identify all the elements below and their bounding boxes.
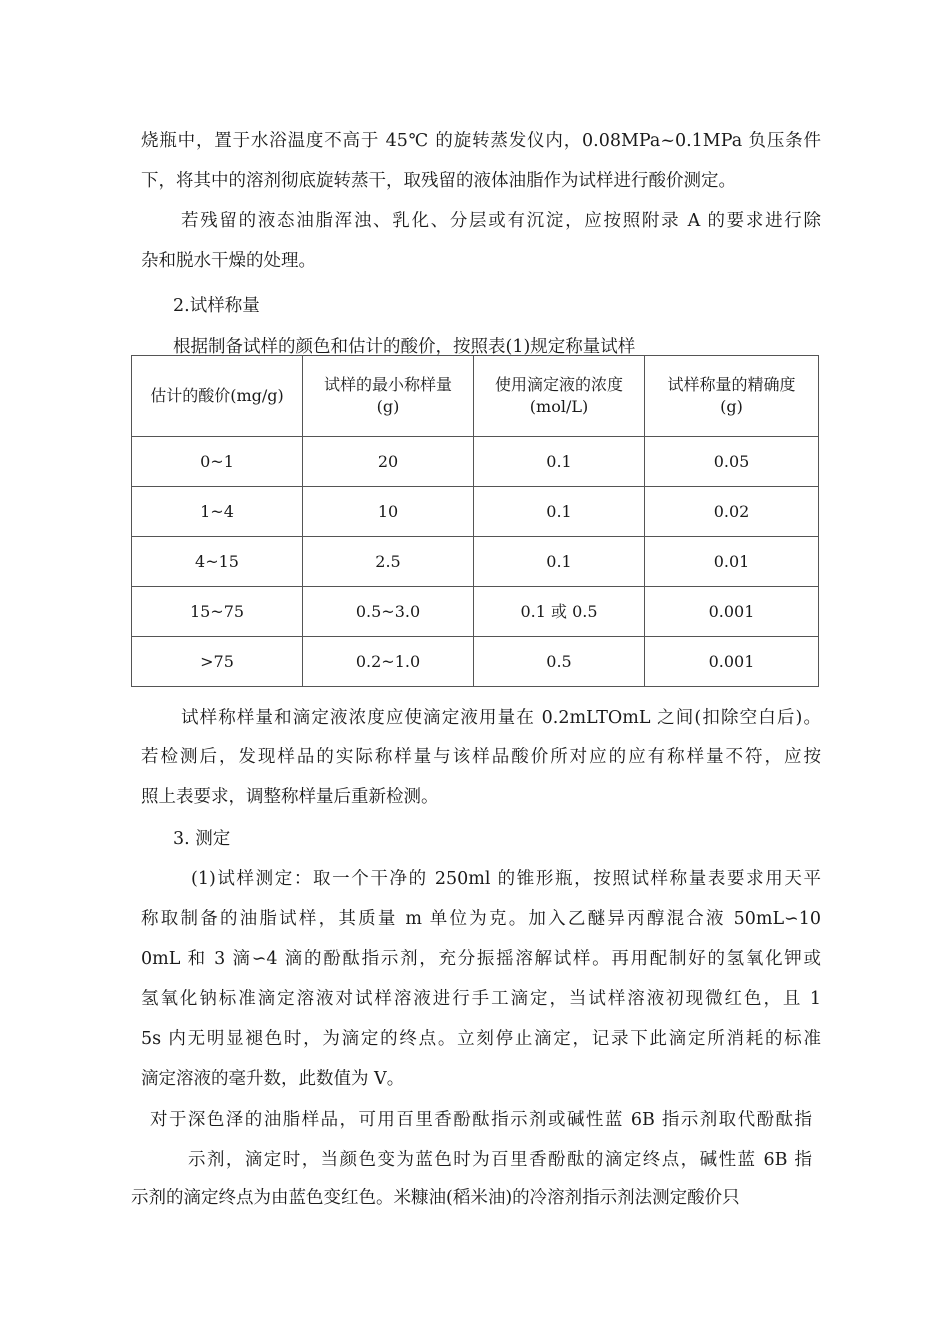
paragraph-line: 0mL 和 3 滴∽4 滴的酚酞指示剂，充分振摇溶解试样。再用配制好的氢氧化钾或: [141, 949, 821, 969]
paragraph-line: 对于深色泽的油脂样品，可用百里香酚酞指示剂或碱性蓝 6B 指示剂取代酚酞指: [150, 1110, 812, 1130]
table-cell: 0.1: [474, 537, 645, 587]
table-cell: 0.001: [645, 637, 819, 687]
table-cell: 20: [303, 437, 474, 487]
table-header-cell: 使用滴定液的浓度 (mol/L): [474, 356, 645, 437]
section-heading: 2.试样称量: [173, 296, 260, 316]
table-cell: 0.001: [645, 587, 819, 637]
table-row: [132, 537, 819, 587]
paragraph-line: 氢氧化钠标准滴定溶液对试样溶液进行手工滴定，当试样溶液初现微红色，且 1: [141, 989, 821, 1009]
table-cell: 0.02: [645, 487, 819, 537]
table-cell: >75: [132, 637, 303, 687]
paragraph-line: 下，将其中的溶剂彻底旋转蒸干，取残留的液体油脂作为试样进行酸价测定。: [141, 171, 736, 191]
paragraph-line: 照上表要求，调整称样量后重新检测。: [141, 787, 439, 807]
table-cell: 0.1 或 0.5: [474, 587, 645, 637]
table-cell: 0.01: [645, 537, 819, 587]
table-header-cell: 估计的酸价(mg/g): [132, 356, 303, 437]
paragraph-line: 若残留的液态油脂浑浊、乳化、分层或有沉淀，应按照附录 A 的要求进行除: [181, 211, 821, 231]
section-heading: 3. 测定: [173, 829, 231, 849]
table-row: [132, 587, 819, 637]
table-cell: 0.5~3.0: [303, 587, 474, 637]
table-header-cell: 试样的最小称样量 (g): [303, 356, 474, 437]
table-caption: 根据制备试样的颜色和估计的酸价，按照表(1)规定称量试样: [173, 337, 636, 357]
weighing-table: [131, 355, 819, 687]
table-cell: 0.1: [474, 437, 645, 487]
table-cell: 0.2~1.0: [303, 637, 474, 687]
paragraph-line: 滴定溶液的毫升数，此数值为 V。: [141, 1069, 405, 1089]
table-row: [132, 437, 819, 487]
table-cell: 0.05: [645, 437, 819, 487]
paragraph-line: 试样称样量和滴定液浓度应使滴定液用量在 0.2mLTOmL 之间(扣除空白后)。: [181, 708, 821, 728]
paragraph-line: (1)试样测定：取一个干净的 250ml 的锥形瓶，按照试样称量表要求用天平: [191, 869, 821, 889]
table-cell: 15~75: [132, 587, 303, 637]
table-header-cell: 试样称量的精确度 (g): [645, 356, 819, 437]
paragraph-line: 杂和脱水干燥的处理。: [141, 251, 316, 271]
paragraph-line: 烧瓶中，置于水浴温度不高于 45℃ 的旋转蒸发仪内，0.08MPa~0.1MPa 负压条件: [141, 131, 821, 151]
table-row: [132, 487, 819, 537]
paragraph-line: 称取制备的油脂试样，其质量 m 单位为克。加入乙醚异丙醇混合液 50mL∽10: [141, 909, 821, 929]
paragraph-line: 示剂的滴定终点为由蓝色变红色。米糠油(稻米油)的冷溶剂指示剂法测定酸价只: [131, 1188, 740, 1208]
paragraph-line: 5s 内无明显褪色时，为滴定的终点。立刻停止滴定，记录下此滴定所消耗的标准: [141, 1029, 821, 1049]
table-cell: 0.1: [474, 487, 645, 537]
table-row: [132, 637, 819, 687]
paragraph-line: 示剂，滴定时，当颜色变为蓝色时为百里香酚酞的滴定终点，碱性蓝 6B 指: [188, 1150, 812, 1170]
table-cell: 1~4: [132, 487, 303, 537]
table-cell: 0~1: [132, 437, 303, 487]
table-cell: 4~15: [132, 537, 303, 587]
table-cell: 0.5: [474, 637, 645, 687]
table-cell: 2.5: [303, 537, 474, 587]
paragraph-line: 若检测后，发现样品的实际称样量与该样品酸价所对应的应有称样量不符，应按: [141, 747, 821, 767]
table-cell: 10: [303, 487, 474, 537]
table-header-row: [132, 356, 819, 437]
